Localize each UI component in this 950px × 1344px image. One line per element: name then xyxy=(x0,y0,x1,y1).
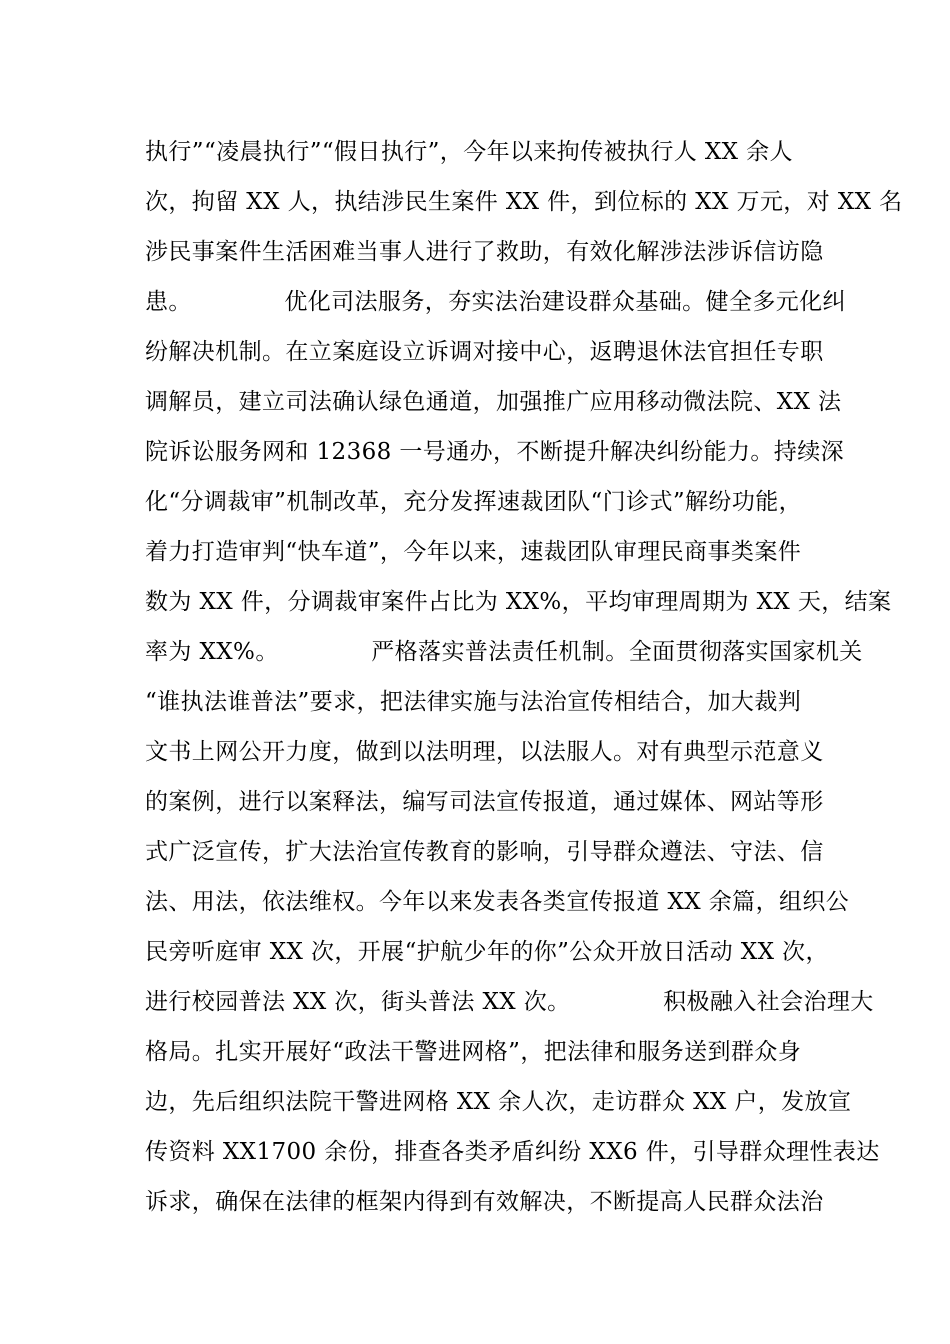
text-line: 诉求，确保在法律的框架内得到有效解决，不断提高人民群众法治 xyxy=(145,1189,824,1215)
text-line: 调解员，建立司法确认绿色通道，加强推广应用移动微法院、XX 法 xyxy=(145,389,842,415)
text-line: “谁执法谁普法”要求，把法律实施与法治宣传相结合，加大裁判 xyxy=(145,689,802,715)
text-line: 涉民事案件生活困难当事人进行了救助，有效化解涉法涉诉信访隐 xyxy=(145,239,824,265)
text-line: 格局。扎实开展好“政法干警进网格”，把法律和服务送到群众身 xyxy=(145,1039,802,1065)
body-text xyxy=(145,127,903,1227)
text-line: 着力打造审判“快车道”，今年以来，速裁团队审理民商事类案件 xyxy=(145,539,802,565)
text-line: 数为 XX 件，分调裁审案件占比为 XX%，平均审理周期为 XX 天，结案 xyxy=(145,589,892,615)
text-line: 边，先后组织法院干警进网格 XX 余人次，走访群众 XX 户，发放宣 xyxy=(145,1089,852,1115)
text-line: 院诉讼服务网和 12368 一号通办，不断提升解决纠纷能力。持续深 xyxy=(145,439,844,465)
text-line: 法、用法，依法维权。今年以来发表各类宣传报道 XX 余篇，组织公 xyxy=(145,889,850,915)
text-line: 进行校园普法 XX 次，街头普法 XX 次。 积极融入社会治理大 xyxy=(145,989,874,1015)
text-line: 民旁听庭审 XX 次，开展“护航少年的你”公众开放日活动 XX 次， xyxy=(145,939,829,965)
text-line: 化“分调裁审”机制改革，充分发挥速裁团队“门诊式”解纷功能， xyxy=(145,489,803,515)
text-line: 式广泛宣传，扩大法治宣传教育的影响，引导群众遵法、守法、信 xyxy=(145,839,824,865)
text-line: 纷解决机制。在立案庭设立诉调对接中心，返聘退休法官担任专职 xyxy=(145,339,824,365)
text-line: 患。 优化司法服务，夯实法治建设群众基础。健全多元化纠 xyxy=(145,289,846,315)
text-line: 的案例，进行以案释法，编写司法宣传报道，通过媒体、网站等形 xyxy=(145,789,824,815)
text-line: 次，拘留 XX 人，执结涉民生案件 XX 件，到位标的 XX 万元，对 XX 名 xyxy=(145,189,903,215)
text-line: 执行”“凌晨执行”“假日执行”，今年以来拘传被执行人 XX 余人 xyxy=(145,139,793,165)
text-line: 率为 XX%。 严格落实普法责任机制。全面贯彻落实国家机关 xyxy=(145,639,863,665)
text-line: 传资料 XX1700 余份，排查各类矛盾纠纷 XX6 件，引导群众理性表达 xyxy=(145,1139,880,1165)
text-line: 文书上网公开力度，做到以法明理，以法服人。对有典型示范意义 xyxy=(145,739,824,765)
